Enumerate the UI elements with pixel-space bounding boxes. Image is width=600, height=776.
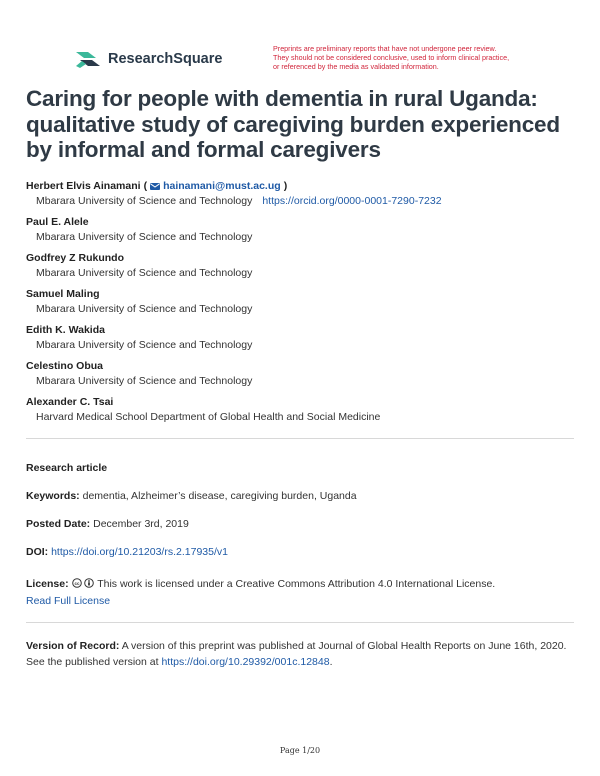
keywords-label: Keywords: bbox=[26, 490, 80, 502]
author-affiliation: Mbarara University of Science and Technology bbox=[36, 375, 253, 387]
version-of-record-label: Version of Record: bbox=[26, 640, 120, 652]
by-icon bbox=[84, 578, 94, 588]
read-full-license-link[interactable]: Read Full License bbox=[26, 595, 111, 607]
author-name: Alexander C. Tsai bbox=[26, 396, 114, 408]
author-affiliation: Mbarara University of Science and Technology bbox=[36, 195, 253, 207]
author-name: Celestino Obua bbox=[26, 360, 104, 372]
doi-label: DOI: bbox=[26, 546, 49, 558]
license bbox=[26, 576, 581, 609]
author-email-link[interactable]: hainamani@must.ac.ug bbox=[163, 180, 281, 192]
doi-link[interactable]: https://doi.org/10.21203/rs.2.17935/v1 bbox=[51, 546, 228, 558]
author-item bbox=[26, 323, 586, 359]
author-name: Samuel Maling bbox=[26, 288, 100, 300]
license-label: License: bbox=[26, 578, 69, 590]
envelope-icon bbox=[150, 183, 160, 190]
author-item bbox=[26, 251, 586, 287]
author-item bbox=[26, 215, 586, 251]
research-square-logo-icon bbox=[74, 48, 102, 70]
cc-icon bbox=[72, 578, 82, 588]
author-item bbox=[26, 395, 586, 431]
header bbox=[0, 40, 600, 80]
doi bbox=[26, 544, 581, 560]
author-affiliation: Mbarara University of Science and Technology bbox=[36, 339, 253, 351]
keywords bbox=[26, 488, 581, 504]
version-of-record: Version of Record: A version of this preprint was published at Journal of Global Health Reports on June 16th, 2020. See the published version at https://doi.org/10.29392/001c.12848. bbox=[26, 640, 567, 668]
posted-date-label: Posted Date: bbox=[26, 518, 91, 530]
published-version-link[interactable]: https://doi.org/10.29392/001c.12848 bbox=[161, 656, 330, 668]
author-name: Herbert Elvis Ainamani bbox=[26, 180, 141, 192]
author-affiliation: Mbarara University of Science and Technology bbox=[36, 267, 253, 279]
author-item bbox=[26, 287, 586, 323]
page-number: Page 1/20 bbox=[279, 746, 321, 755]
orcid-link[interactable]: https://orcid.org/0000-0001-7290-7232 bbox=[262, 195, 442, 207]
paper-title: Caring for people with dementia in rural Uganda: qualitative study of caregiving burden experienced by informal and formal caregivers bbox=[26, 86, 560, 162]
section-divider bbox=[26, 622, 574, 623]
article-type: Research article bbox=[26, 462, 108, 474]
license-text: This work is licensed under a Creative Commons Attribution 4.0 International License. bbox=[97, 578, 496, 590]
posted-date-value: December 3rd, 2019 bbox=[93, 518, 189, 530]
author-item bbox=[26, 359, 586, 395]
section-divider bbox=[26, 438, 574, 439]
author-list bbox=[26, 179, 586, 431]
preprint-disclaimer: Preprints are preliminary reports that have not undergone peer review. They should not be considered conclusive, used to inform clinical practice, or referenced by the media as validated information. bbox=[273, 44, 510, 71]
author-affiliation: Mbarara University of Science and Technology bbox=[36, 303, 253, 315]
brand-name: ResearchSquare bbox=[108, 51, 223, 67]
version-of-record-text: A version of this preprint was published at Journal of Global Health Reports on June 16th, 2020. See the published version at bbox=[26, 640, 567, 668]
author-affiliation: Mbarara University of Science and Technology bbox=[36, 231, 253, 243]
research-square-logo[interactable] bbox=[74, 48, 222, 70]
svg-text:cc: cc bbox=[74, 581, 80, 586]
author-name: Godfrey Z Rukundo bbox=[26, 252, 124, 264]
author-affiliation: Harvard Medical School Department of Global Health and Social Medicine bbox=[36, 411, 381, 423]
posted-date bbox=[26, 516, 581, 532]
author-name: Paul E. Alele bbox=[26, 216, 89, 228]
author-item: Herbert Elvis Ainamani ( hainamani@must.ac.ug ) Mbarara University of Science and Technology https://orcid.org/0000-0001-7290-7232 bbox=[26, 180, 442, 207]
author-name: Edith K. Wakida bbox=[26, 324, 105, 336]
keywords-value: dementia, Alzheimer’s disease, caregiving burden, Uganda bbox=[82, 490, 357, 502]
